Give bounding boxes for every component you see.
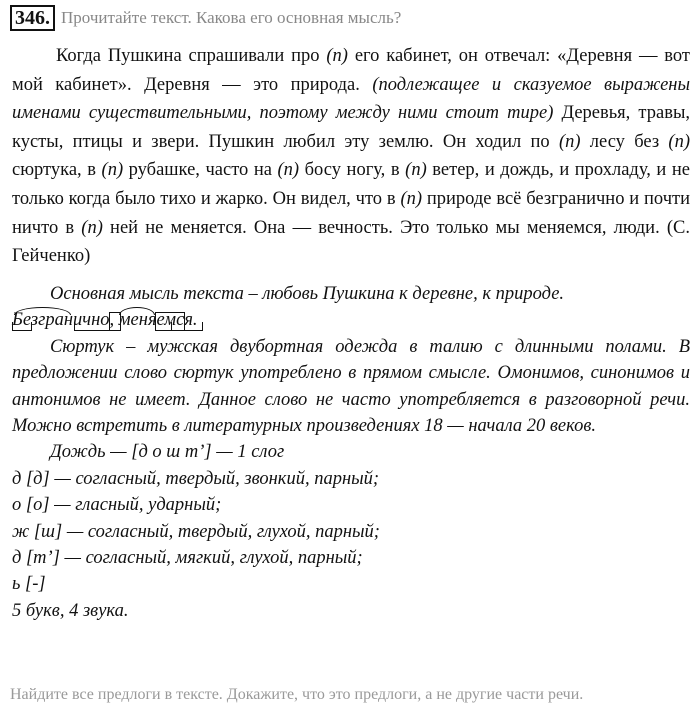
surtuk-analysis: Сюртук – мужская двубортная одежда в талию с длинными полами. В предложении слово сюртук употреблено в прямом смысле. Омонимов, синонимов и антонимов не имеет. Данное слово не часто употребляется в разговорной речи. Можно встретить в литературных произведениях 18 — начала 20 веков.: [12, 336, 690, 437]
text-fragment: ветер, и дождь, и прохладу, и не только когда было тихо и жарко. Он видел, что в: [12, 160, 690, 209]
answer-block: [12, 281, 690, 624]
phonetic-line: д [д] — согласный, твердый, звонкий, парный;: [12, 468, 380, 489]
gap-mark: (п): [558, 131, 581, 152]
text-fragment: сюртука, в: [12, 160, 102, 181]
phonetic-line: ж [ш] — согласный, твердый, глухой, парный;: [12, 521, 380, 542]
text-fragment: рубашке, часто на: [123, 160, 278, 181]
gap-mark: (п): [101, 160, 124, 181]
word-bezgranichno: [12, 307, 110, 333]
text-fragment: его кабинет, он отвечал: «Деревня — вот мой кабинет». Деревня — это природа.: [12, 46, 690, 95]
phonetic-heading: Дождь — [д о ш т’] — 1 слог: [50, 442, 285, 463]
word-text: меняемся: [118, 310, 193, 331]
text-fragment: Деревья, травы, кусты, птицы и звери. Пушкин любил эту землю. Он ходил по: [12, 103, 690, 152]
separator: ,: [109, 310, 119, 331]
period: .: [192, 310, 198, 331]
phonetic-line: д [т’] — согласный, мягкий, глухой, парный;: [12, 548, 363, 569]
text-fragment: Когда Пушкина спрашивали про: [56, 46, 327, 66]
text-fragment: босу ногу, в: [299, 160, 406, 181]
text-fragment: ней не меняется. Она — вечность. Это только мы меняемся, люди. (С. Гейченко): [12, 217, 690, 267]
phonetic-summary: 5 букв, 4 звука.: [12, 600, 129, 621]
exercise-text: [12, 42, 690, 271]
gap-mark: (п): [405, 160, 427, 181]
gap-mark: (п): [326, 46, 348, 66]
word-menyaemsya: [119, 307, 193, 333]
text-fragment: природе всё безгранично и почти ничто в: [12, 188, 690, 238]
morpheme-analysis: [12, 307, 690, 333]
text-fragment: лесу без: [580, 131, 669, 152]
gap-mark: (п): [81, 217, 103, 238]
phonetic-line: ь [-]: [12, 574, 46, 595]
gap-mark: (п): [668, 131, 690, 152]
main-idea: Основная мысль текста – любовь Пушкина к деревне, к природе.: [50, 284, 565, 304]
grammar-note: (подлежащее и сказуемое выражены именами существительными, поэтому между ними стоит тире): [12, 74, 690, 124]
footer-task: Найдите все предлоги в тексте. Докажите, что это предлоги, а не другие части речи.: [10, 686, 584, 703]
gap-mark: (п): [277, 160, 300, 181]
word-text: Безгранично: [12, 310, 110, 331]
exercise-header: [10, 5, 401, 31]
text-paragraph: [12, 42, 690, 271]
phonetic-line: о [о] — гласный, ударный;: [12, 495, 222, 516]
exercise-number: 346.: [10, 5, 55, 31]
gap-mark: (п): [400, 188, 423, 209]
exercise-task: Прочитайте текст. Какова его основная мысль?: [61, 8, 402, 27]
